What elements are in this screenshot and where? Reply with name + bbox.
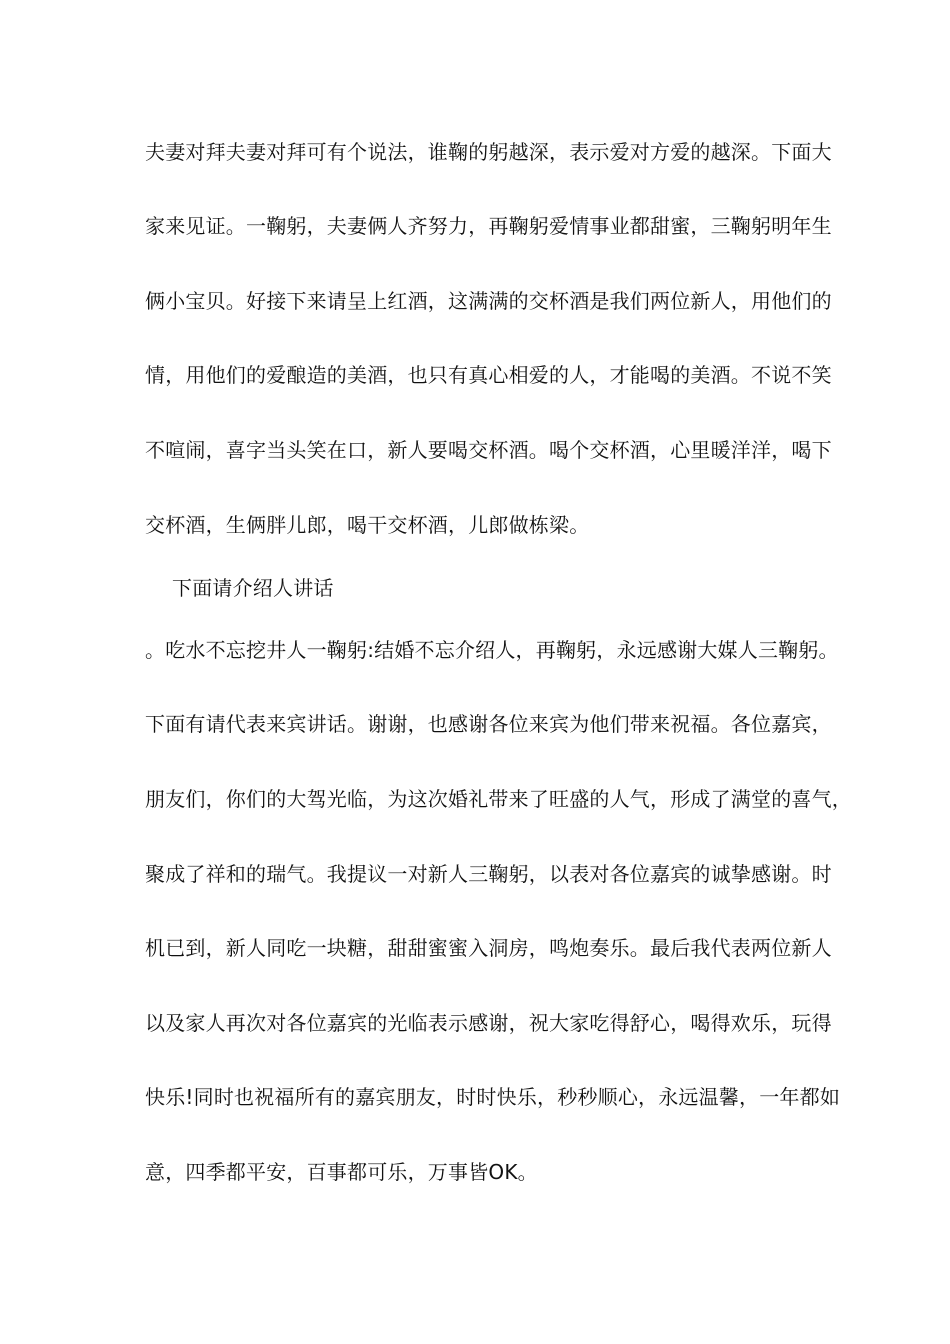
paragraph-2-line-7: 快乐!同时也祝福所有的嘉宾朋友，时时快乐，秒秒顺心，永远温馨，一年都如 <box>145 1085 841 1109</box>
paragraph-1-line-2: 家来见证。一鞠躬，夫妻俩人齐努力，再鞠躬爱情事业都甜蜜，三鞠躬明年生 <box>145 214 832 238</box>
paragraph-2-line-8: 意，四季都平安，百事都可乐，万事皆OK。 <box>145 1160 538 1184</box>
paragraph-2-line-3: 朋友们，你们的大驾光临，为这次婚礼带来了旺盛的人气，形成了满堂的喜气， <box>145 787 852 811</box>
paragraph-1-line-3: 俩小宝贝。好接下来请呈上红酒，这满满的交杯酒是我们两位新人，用他们的 <box>145 289 832 313</box>
paragraph-2-line-1: 。吃水不忘挖井人一鞠躬:结婚不忘介绍人，再鞠躬，永远感谢大媒人三鞠躬。 <box>145 638 839 662</box>
paragraph-1-line-5: 不喧闹，喜字当头笑在口，新人要喝交杯酒。喝个交杯酒，心里暖洋洋，喝下 <box>145 438 832 462</box>
heading-line: 下面请介绍人讲话 <box>172 576 334 600</box>
paragraph-2-line-2: 下面有请代表来宾讲话。谢谢，也感谢各位来宾为他们带来祝福。各位嘉宾， <box>145 712 832 736</box>
paragraph-2-line-5: 机已到，新人同吃一块糖，甜甜蜜蜜入洞房，鸣炮奏乐。最后我代表两位新人 <box>145 936 832 960</box>
paragraph-2-line-4: 聚成了祥和的瑞气。我提议一对新人三鞠躬，以表对各位嘉宾的诚挚感谢。时 <box>145 862 832 886</box>
paragraph-1-line-4: 情，用他们的爱酿造的美酒，也只有真心相爱的人，才能喝的美酒。不说不笑 <box>145 363 832 387</box>
paragraph-1-line-1: 夫妻对拜夫妻对拜可有个说法，谁鞠的躬越深，表示爱对方爱的越深。下面大 <box>145 140 832 164</box>
paragraph-2-line-6: 以及家人再次对各位嘉宾的光临表示感谢，祝大家吃得舒心，喝得欢乐，玩得 <box>145 1011 832 1035</box>
paragraph-1-line-6: 交杯酒，生俩胖儿郎，喝干交杯酒，儿郎做栋梁。 <box>145 513 590 537</box>
